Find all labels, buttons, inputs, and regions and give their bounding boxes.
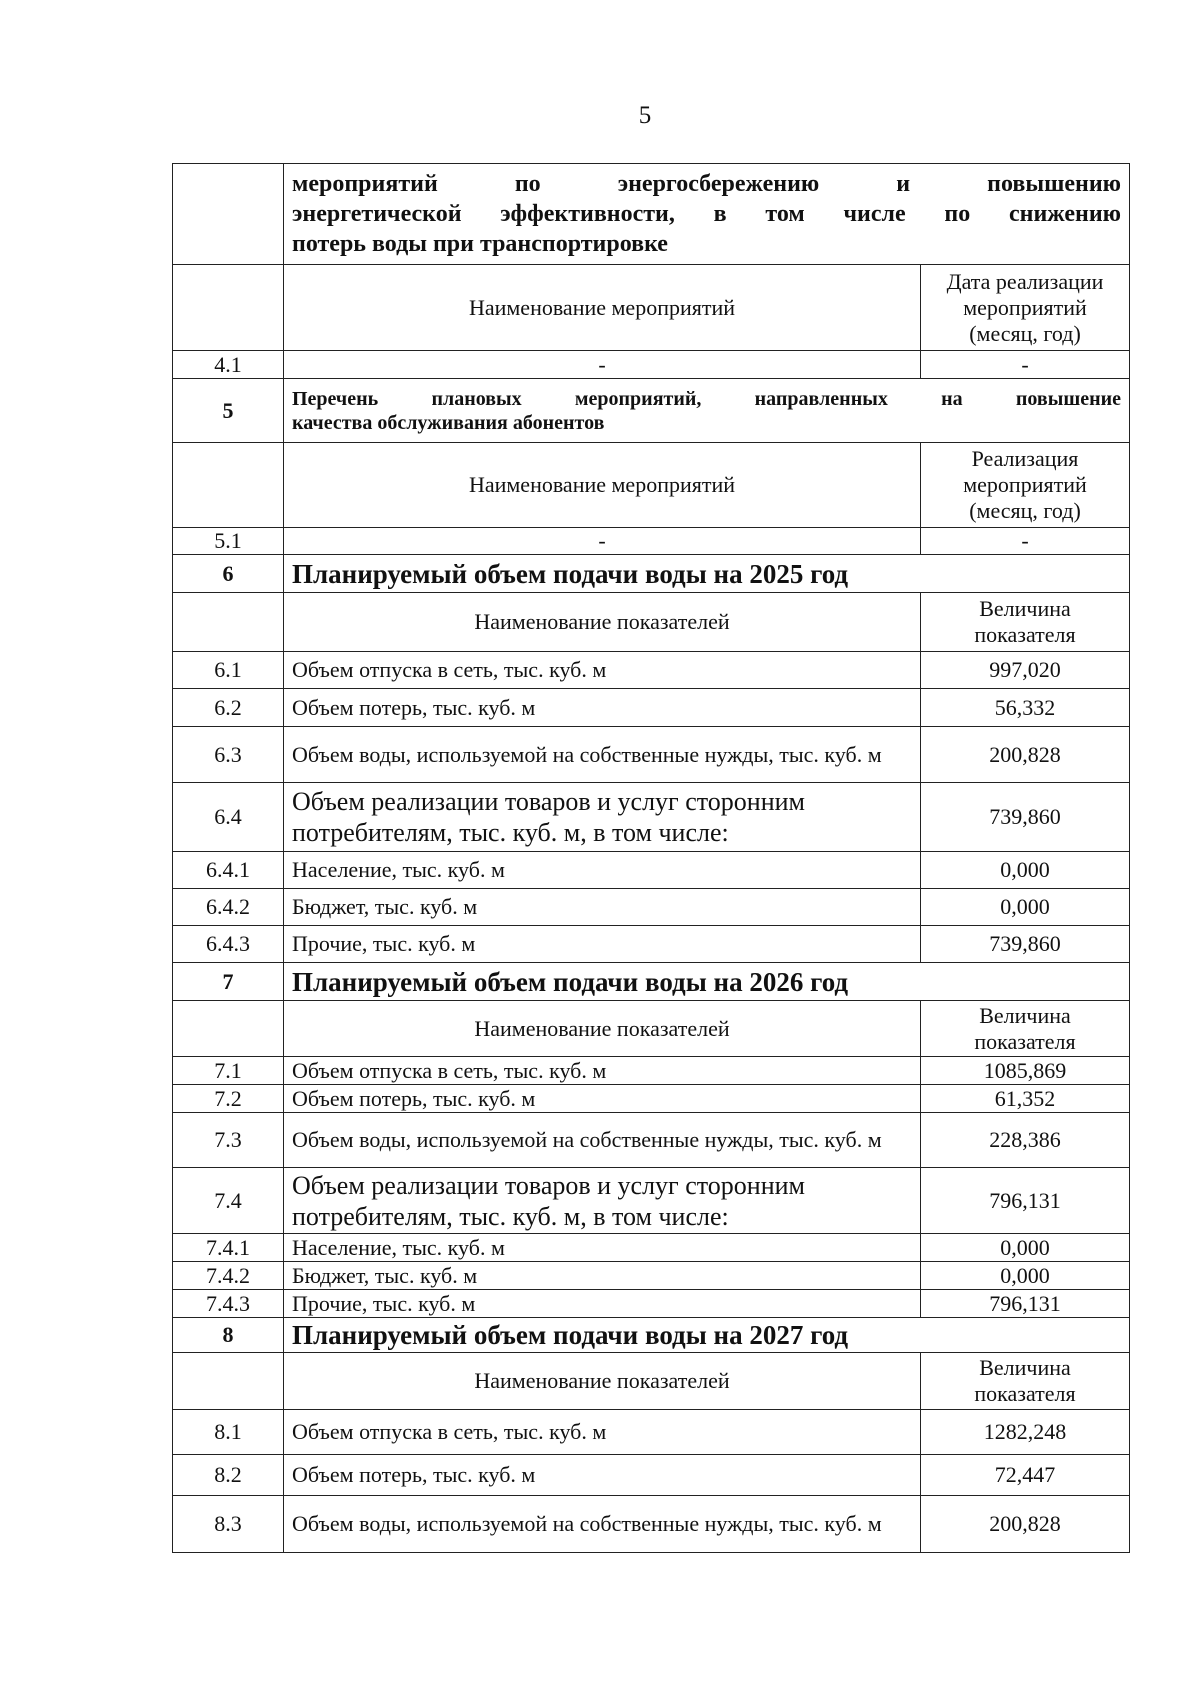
section-4-heading-row xyxy=(173,164,1130,265)
row-name: Объем воды, используемой на собственные нужды, тыс. куб. м xyxy=(284,727,921,783)
column-header-row xyxy=(173,1353,1130,1410)
section-title: Планируемый объем подачи воды на 2026 год xyxy=(284,963,1130,1001)
table-row xyxy=(173,689,1130,727)
row-value: 739,860 xyxy=(921,783,1130,852)
table-row xyxy=(173,1455,1130,1496)
section-number-cell xyxy=(173,164,284,265)
row-number: 6.4.1 xyxy=(173,852,284,889)
row-name: Объем воды, используемой на собственные нужды, тыс. куб. м xyxy=(284,1113,921,1168)
column-header-row xyxy=(173,265,1130,351)
row-number: 5.1 xyxy=(173,528,284,555)
number-cell xyxy=(173,1353,284,1410)
row-name: Прочие, тыс. куб. м xyxy=(284,926,921,963)
row-number: 6.2 xyxy=(173,689,284,727)
row-number: 8.2 xyxy=(173,1455,284,1496)
column-header-row xyxy=(173,443,1130,528)
column-header-name: Наименование показателей xyxy=(284,1353,921,1410)
table-row xyxy=(173,1234,1130,1262)
number-cell xyxy=(173,593,284,652)
row-value: 796,131 xyxy=(921,1168,1130,1234)
row-name: Объем потерь, тыс. куб. м xyxy=(284,1455,921,1496)
row-name: Население, тыс. куб. м xyxy=(284,1234,921,1262)
measures-table xyxy=(172,163,1130,1553)
table-row xyxy=(173,652,1130,689)
section-number: 7 xyxy=(173,963,284,1001)
column-header-row xyxy=(173,593,1130,652)
row-name: Объем отпуска в сеть, тыс. куб. м xyxy=(284,1057,921,1085)
row-name: Объем реализации товаров и услуг сторонним потребителям, тыс. куб. м, в том числе: xyxy=(284,1168,921,1234)
row-number: 7.4.1 xyxy=(173,1234,284,1262)
row-number: 7.4.2 xyxy=(173,1262,284,1290)
section-7-title-row xyxy=(173,963,1130,1001)
row-value: 0,000 xyxy=(921,1262,1130,1290)
row-value: 1282,248 xyxy=(921,1410,1130,1455)
table-row xyxy=(173,727,1130,783)
heading-line: энергетической эффективности, в том числе по снижению xyxy=(292,201,1122,227)
row-name: Объем потерь, тыс. куб. м xyxy=(284,1085,921,1113)
row-name: Объем отпуска в сеть, тыс. куб. м xyxy=(284,652,921,689)
column-header-row xyxy=(173,1001,1130,1057)
row-number: 6.4.2 xyxy=(173,889,284,926)
row-number: 7.1 xyxy=(173,1057,284,1085)
column-header-value: Величина показателя xyxy=(921,1001,1130,1057)
row-value: 1085,869 xyxy=(921,1057,1130,1085)
row-value: 72,447 xyxy=(921,1455,1130,1496)
row-name: Население, тыс. куб. м xyxy=(284,852,921,889)
column-header-name: Наименование показателей xyxy=(284,1001,921,1057)
table-row xyxy=(173,1410,1130,1455)
table-row xyxy=(173,1113,1130,1168)
column-header-value: Реализация мероприятий (месяц, год) xyxy=(921,443,1130,528)
row-name: Объем воды, используемой на собственные нужды, тыс. куб. м xyxy=(284,1496,921,1553)
row-value: 56,332 xyxy=(921,689,1130,727)
section-title: Планируемый объем подачи воды на 2027 год xyxy=(284,1318,1130,1353)
table-row xyxy=(173,852,1130,889)
row-value: 200,828 xyxy=(921,1496,1130,1553)
section-8-title-row xyxy=(173,1318,1130,1353)
number-cell xyxy=(173,265,284,351)
section-5-heading xyxy=(284,379,1130,443)
table-row xyxy=(173,1057,1130,1085)
number-cell xyxy=(173,443,284,528)
heading-line: Перечень плановых мероприятий, направленных на повышение xyxy=(292,387,1122,410)
column-header-name: Наименование мероприятий xyxy=(284,443,921,528)
row-number: 6.4 xyxy=(173,783,284,852)
table-row xyxy=(173,926,1130,963)
row-value: 61,352 xyxy=(921,1085,1130,1113)
table-row xyxy=(173,1496,1130,1553)
section-6-title-row xyxy=(173,555,1130,593)
row-value: 200,828 xyxy=(921,727,1130,783)
row-name: Бюджет, тыс. куб. м xyxy=(284,1262,921,1290)
heading-line: мероприятий по энергосбережению и повышению xyxy=(292,171,1122,197)
table-row xyxy=(173,1085,1130,1113)
row-number: 8.1 xyxy=(173,1410,284,1455)
section-number: 6 xyxy=(173,555,284,593)
section-number: 5 xyxy=(173,379,284,443)
row-value: 739,860 xyxy=(921,926,1130,963)
number-cell xyxy=(173,1001,284,1057)
row-value: 0,000 xyxy=(921,889,1130,926)
table-row xyxy=(173,783,1130,852)
table-row xyxy=(173,1290,1130,1318)
table-row xyxy=(173,1168,1130,1234)
row-number: 8.3 xyxy=(173,1496,284,1553)
row-number: 7.4 xyxy=(173,1168,284,1234)
row-value: 997,020 xyxy=(921,652,1130,689)
row-number: 7.2 xyxy=(173,1085,284,1113)
row-name: Объем потерь, тыс. куб. м xyxy=(284,689,921,727)
page-number: 5 xyxy=(638,102,652,129)
row-number: 7.3 xyxy=(173,1113,284,1168)
section-title: Планируемый объем подачи воды на 2025 год xyxy=(284,555,1130,593)
row-value: 0,000 xyxy=(921,1234,1130,1262)
row-name: - xyxy=(284,351,921,379)
row-name: - xyxy=(284,528,921,555)
column-header-name: Наименование мероприятий xyxy=(284,265,921,351)
row-name: Объем реализации товаров и услуг сторонним потребителям, тыс. куб. м, в том числе: xyxy=(284,783,921,852)
section-4-heading xyxy=(284,164,1130,265)
heading-line: качества обслуживания абонентов xyxy=(292,411,605,434)
section-number: 8 xyxy=(173,1318,284,1353)
row-value: - xyxy=(921,528,1130,555)
table-row xyxy=(173,351,1130,379)
heading-line: потерь воды при транспортировке xyxy=(292,231,668,257)
row-number: 6.1 xyxy=(173,652,284,689)
column-header-name: Наименование показателей xyxy=(284,593,921,652)
row-name: Объем отпуска в сеть, тыс. куб. м xyxy=(284,1410,921,1455)
row-number: 7.4.3 xyxy=(173,1290,284,1318)
section-5-heading-row xyxy=(173,379,1130,443)
row-number: 4.1 xyxy=(173,351,284,379)
row-value: 796,131 xyxy=(921,1290,1130,1318)
row-name: Бюджет, тыс. куб. м xyxy=(284,889,921,926)
table-row xyxy=(173,889,1130,926)
row-name: Прочие, тыс. куб. м xyxy=(284,1290,921,1318)
row-value: 228,386 xyxy=(921,1113,1130,1168)
row-value: 0,000 xyxy=(921,852,1130,889)
column-header-value: Дата реализации мероприятий (месяц, год) xyxy=(921,265,1130,351)
row-value: - xyxy=(921,351,1130,379)
column-header-value: Величина показателя xyxy=(921,593,1130,652)
row-number: 6.4.3 xyxy=(173,926,284,963)
table-row xyxy=(173,1262,1130,1290)
table-row xyxy=(173,528,1130,555)
row-number: 6.3 xyxy=(173,727,284,783)
column-header-value: Величина показателя xyxy=(921,1353,1130,1410)
